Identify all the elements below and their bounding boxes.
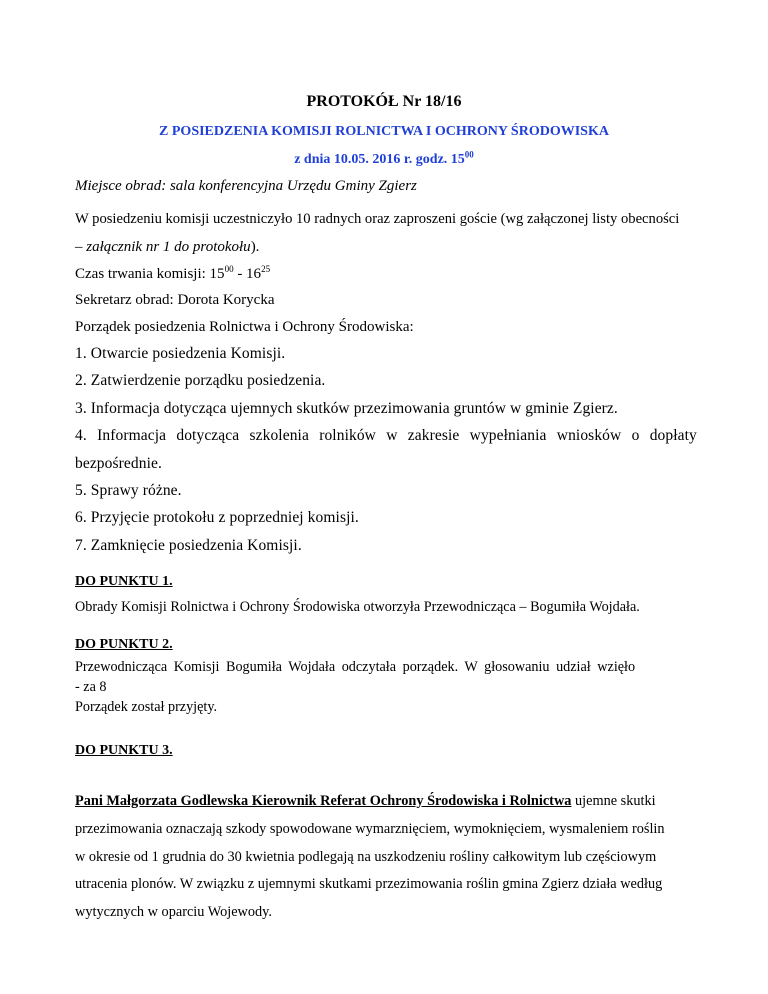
point-3-line-2: przezimowania oznaczają szkody spowodowane wymarznięciem, wymoknięciem, wysmaleniem roślin xyxy=(75,821,665,837)
point-3-speaker: Pani Małgorzata Godlewska Kierownik Referat Ochrony Środowiska i Rolnictwa xyxy=(75,793,572,809)
agenda-item-7: 7. Zamknięcie posiedzenia Komisji. xyxy=(75,537,302,554)
point-1-text: Obrady Komisji Rolnictwa i Ochrony Środowiska otworzyła Przewodnicząca – Bogumiła Wojdała. xyxy=(75,599,640,615)
duration-label: Czas trwania komisji: 15 xyxy=(75,266,225,282)
agenda-item-3: 3. Informacja dotycząca ujemnych skutków przezimowania gruntów w gminie Zgierz. xyxy=(75,400,618,417)
agenda-item-6: 6. Przyjęcie protokołu z poprzedniej komisji. xyxy=(75,509,359,526)
meeting-date xyxy=(0,146,768,174)
point-3-line-4: utracenia plonów. W związku z ujemnymi skutkami przezimowania roślin gmina Zgierz działa według xyxy=(75,876,663,892)
point-3-heading: DO PUNKTU 3. xyxy=(75,743,173,758)
agenda-heading: Porządek posiedzenia Rolnictwa i Ochrony Środowiska: xyxy=(75,319,414,335)
attendance-line-1: W posiedzeniu komisji uczestniczyło 10 radnych oraz zaproszeni goście (wg załączonej listy obecności xyxy=(75,211,680,227)
agenda-item-2: 2. Zatwierdzenie porządku posiedzenia. xyxy=(75,372,326,389)
meeting-date-minutes: 00 xyxy=(464,149,474,160)
meeting-date-text: z dnia 10.05. 2016 r. godz. 15 xyxy=(294,152,465,167)
point-1-heading: DO PUNKTU 1. xyxy=(75,574,173,589)
agenda-item-4: 4. Informacja dotycząca szkolenia rolników w zakresie wypełniania wniosków o dopłaty xyxy=(75,427,697,444)
duration-end: - 16 xyxy=(233,266,262,282)
attendance-suffix: ). xyxy=(250,239,260,255)
duration-start-minutes: 00 xyxy=(224,264,234,274)
point-3-line-3: w okresie od 1 grudnia do 30 kwietnia podlegają na uszkodzeniu rośliny całkowitym lub częściowym xyxy=(75,849,657,865)
meeting-secretary: Sekretarz obrad: Dorota Korycka xyxy=(75,292,275,308)
agenda-item-1: 1. Otwarcie posiedzenia Komisji. xyxy=(75,345,286,362)
point-2-line-1: Przewodnicząca Komisji Bogumiła Wojdała odczytała porządek. W głosowaniu udział wzięło xyxy=(75,659,636,675)
agenda-item-4-continued: bezpośrednie. xyxy=(75,455,162,472)
attendance-line-2 xyxy=(75,233,695,261)
point-3-line-1 xyxy=(75,787,695,815)
point-2-result: Porządek został przyjęty. xyxy=(75,699,218,715)
agenda-item-5: 5. Sprawy różne. xyxy=(75,482,182,499)
point-2-heading: DO PUNKTU 2. xyxy=(75,637,173,652)
point-3-line-5: wytycznych w oparciu Wojewody. xyxy=(75,904,272,920)
meeting-duration xyxy=(75,260,695,288)
document-subtitle: Z POSIEDZENIA KOMISJI ROLNICTWA I OCHRONY ŚRODOWISKA xyxy=(159,124,609,139)
duration-end-minutes: 25 xyxy=(261,264,271,274)
point-3-line-1-rest: ujemne skutki xyxy=(571,793,656,809)
meeting-place: Miejsce obrad: sala konferencyjna Urzędu Gminy Zgierz xyxy=(75,178,417,194)
attendance-dash: – xyxy=(75,239,87,255)
document-title: PROTOKÓŁ Nr 18/16 xyxy=(306,93,462,110)
attachment-reference: załącznik nr 1 do protokołu xyxy=(86,239,251,255)
point-2-votes: - za 8 xyxy=(75,679,107,695)
